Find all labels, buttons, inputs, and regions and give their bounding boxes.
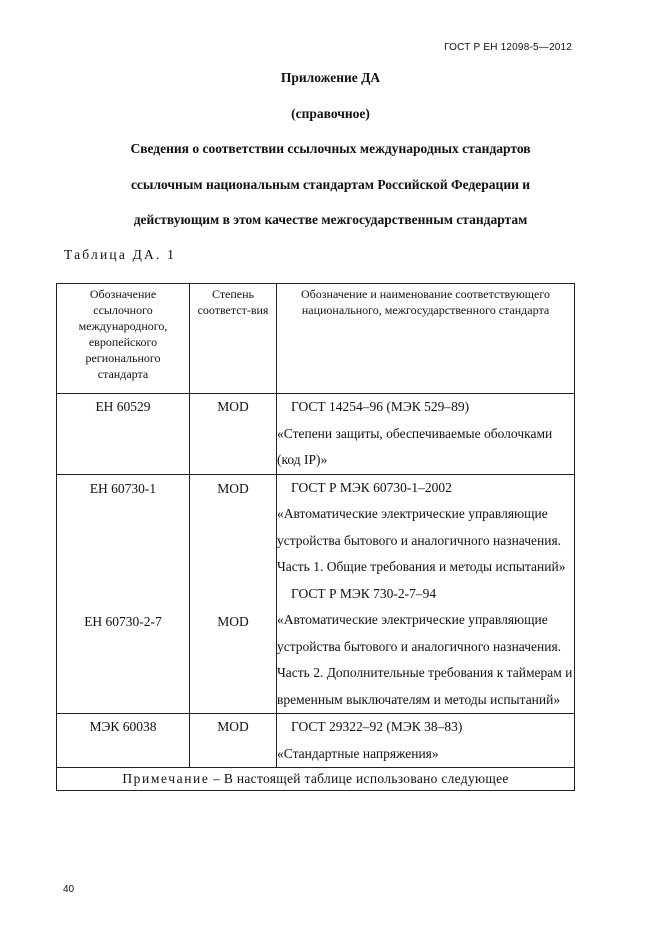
reference-standards-cell [57,474,190,714]
gost-code: ГОСТ 14254–96 (МЭК 529–89) [291,399,470,414]
table-note [57,768,575,791]
gost-title: «Степени защиты, обеспечиваемые оболочками (код IP)» [277,425,553,467]
page-number: 40 [63,884,75,895]
note-text: – В настоящей таблице использовано следующее [209,771,509,786]
column-header-degree: Степень соответст-вия [190,284,277,394]
appendix-heading-line-1: Сведения о соответствии ссылочных международных стандартов [130,141,531,156]
gost-cell-group [277,474,575,714]
reference-standard-cell: ЕН 60529 [57,394,190,475]
conformity-table [56,283,575,791]
column-header-gost: Обозначение и наименование соответствующего национального, межгосударственного стандарта [277,284,575,394]
gost-title: «Автоматические электрические управляющие устройства бытового и аналогичного назначения. Часть 1. Общие требования и методы испытаний» [277,506,566,574]
table-header-row [57,284,575,394]
degree-value: MOD [217,480,249,496]
gost-code: ГОСТ Р МЭК 730-2-7–94 [291,585,437,601]
degree-cell-group [190,474,277,714]
appendix-heading-line-2: ссылочным национальным стандартам Российской Федерации и [130,177,531,192]
gost-code: ГОСТ 29322–92 (МЭК 38–83) [291,719,463,734]
document-code: ГОСТ Р ЕН 12098-5—2012 [444,42,572,53]
table-row [57,394,575,475]
gost-title: «Автоматические электрические управляющие устройства бытового и аналогичного назначения. Часть 2. Дополнительные требования к таймерам и временным выключателям и методы испытаний» [277,612,573,707]
table-note-row [57,768,575,791]
appendix-title: Приложение ДА [280,70,381,85]
gost-cell [277,714,575,768]
table-caption: Таблица ДА. 1 [64,247,177,262]
column-header-reference: Обозначение ссылочного международного, европейского регионального стандарта [57,284,190,394]
gost-title: «Стандартные напряжения» [277,745,439,761]
note-label: Примечание [122,771,210,786]
reference-standard: ЕН 60730-1 [89,480,157,496]
degree-value: MOD [217,613,249,629]
appendix-heading-line-3: действующим в этом качестве межгосударственным стандартам [133,212,528,227]
gost-code: ГОСТ Р МЭК 60730-1–2002 [291,479,452,495]
degree-cell: MOD [190,714,277,768]
gost-cell [277,394,575,475]
reference-standard-cell: МЭК 60038 [57,714,190,768]
reference-standard: ЕН 60730-2-7 [84,613,162,629]
degree-cell: MOD [190,394,277,475]
appendix-subtitle: (справочное) [291,106,370,121]
table-row [57,474,575,714]
table-row [57,714,575,768]
